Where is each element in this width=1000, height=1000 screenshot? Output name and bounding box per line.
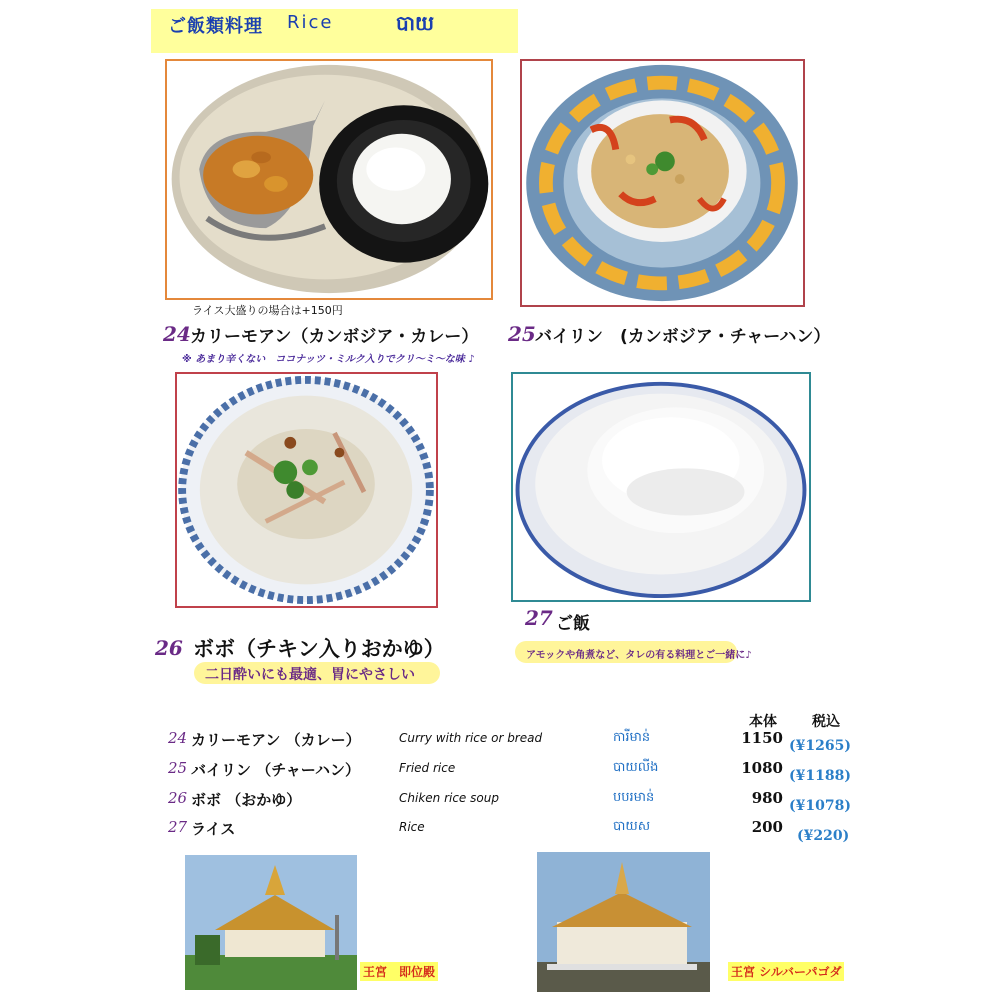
item-number: 24 (163, 322, 191, 346)
row-number: 25 (168, 759, 188, 777)
row-name-en: Curry with rice or bread (399, 731, 543, 745)
item-note: アモックや角煮など、タレの有る料理とご一緒に♪ (526, 650, 752, 661)
photo-silver-pagoda (537, 852, 710, 992)
item-title: ボボ（チキン入りおかゆ） (193, 637, 445, 661)
row-number: 26 (168, 789, 188, 807)
photo-curry (165, 59, 493, 300)
photo-caption: 王宮 シルバーパゴダ (728, 962, 844, 981)
item-title: ご飯 (556, 614, 590, 634)
item-title: バイリン (カンボジア・チャーハン） (535, 327, 831, 347)
row-number: 27 (168, 818, 188, 836)
section-title-en: Rice (287, 12, 334, 33)
row-name-en: Rice (399, 820, 425, 834)
row-price: 200 (751, 818, 783, 836)
photo-congee (175, 372, 438, 608)
section-title-jp: ご飯類料理 (168, 16, 263, 37)
item-number: 25 (508, 322, 536, 346)
row-price-tax: (¥1265) (789, 738, 851, 754)
row-name-jp: ライス (191, 820, 236, 838)
row-price-tax: (¥1188) (789, 768, 851, 784)
row-name-jp: ボボ （おかゆ） (191, 791, 302, 809)
photo-caption: 王宮 即位殿 (360, 962, 438, 981)
photo-fried-rice (520, 59, 805, 307)
row-name-en: Fried rice (399, 761, 456, 775)
item-note: ※ あまり辛くない ココナッツ・ミルク入りでクリ～ミ～な味 ♪ (182, 354, 475, 365)
photo-rice (511, 372, 811, 602)
item-title: カリーモアン（カンボジア・カレー） (190, 327, 479, 347)
row-name-km: បាយលីង (613, 760, 659, 775)
large-rice-note: ライス大盛りの場合は+150円 (192, 304, 343, 317)
row-price: 1080 (741, 759, 783, 777)
row-number: 24 (168, 729, 188, 747)
row-price: 1150 (741, 729, 783, 747)
section-title-km: បាយ (396, 11, 435, 35)
row-price-tax: (¥1078) (789, 798, 851, 814)
photo-throne-hall (185, 855, 357, 990)
price-header-base: 本体 (749, 714, 777, 730)
row-name-km: បាយស (613, 819, 651, 834)
row-name-km: បបរមាន់ (613, 790, 655, 805)
row-price-tax: (¥220) (797, 828, 850, 844)
row-name-en: Chiken rice soup (399, 791, 499, 805)
row-price: 980 (751, 789, 783, 807)
row-name-jp: バイリン （チャーハン） (191, 761, 361, 779)
row-name-km: ការីមាន់ (613, 730, 651, 745)
price-header-tax: 税込 (812, 714, 840, 730)
item-number: 26 (155, 636, 183, 660)
item-note: 二日酔いにも最適、胃にやさしい (205, 667, 415, 683)
row-name-jp: カリーモアン （カレー） (191, 731, 361, 749)
item-number: 27 (525, 606, 553, 630)
